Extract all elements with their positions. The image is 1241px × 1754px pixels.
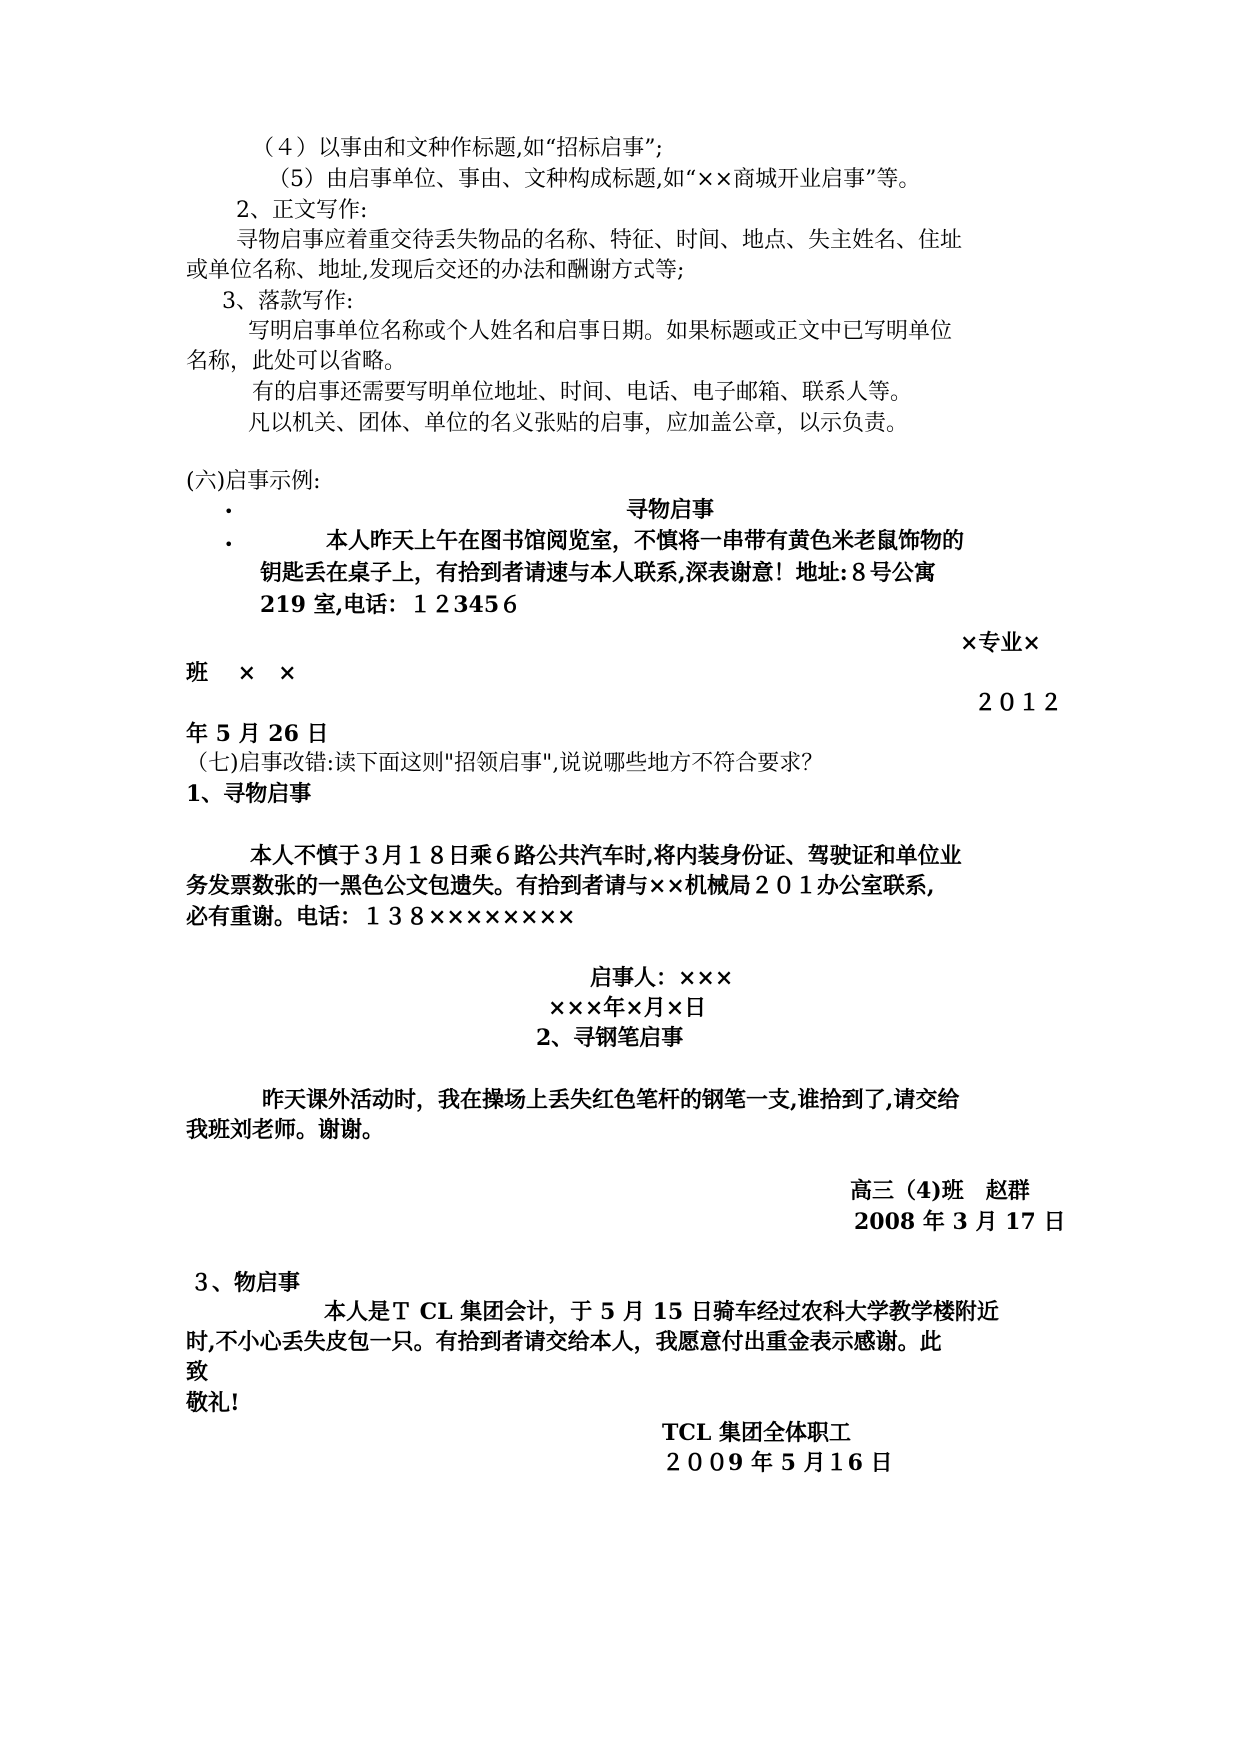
body-writing-text: 寻物启事应着重交待丢失物品的名称、特征、时间、地点、失主姓名、住址 xyxy=(236,228,963,253)
exercise-3-title: ３、物启事 xyxy=(190,1270,301,1296)
exercise-1-body: 本人不慎于３月１８日乘６路公共汽车时,将内装身份证、驾驶证和单位业 xyxy=(250,843,962,869)
exercise-3-body: 致 xyxy=(186,1359,209,1385)
example-body-line: 219 室,电话：１２345６ xyxy=(260,592,522,618)
example-heading: (六)启事示例: xyxy=(186,469,321,494)
exercise-1-title: 1、寻物启事 xyxy=(186,781,312,807)
exercise-1-body: 必有重谢。电话：１３８×××××××× xyxy=(186,904,576,930)
bullet: • xyxy=(224,535,234,554)
example-body-line: 钥匙丢在桌子上，有拾到者请速与本人联系,深表谢意！地址:８号公寓 xyxy=(260,560,936,586)
exercise-3-body: 本人是Ｔ CL 集团会计，于 5 月 15 日骑车经过农科大学教学楼附近 xyxy=(324,1299,999,1325)
exercise-2-title: 2、寻钢笔启事 xyxy=(536,1025,684,1051)
exercise-3-signature: TCL 集团全体职工 xyxy=(662,1420,852,1446)
body-writing-text-cont: 或单位名称、地址,发现后交还的办法和酬谢方式等; xyxy=(186,258,685,283)
title-rule-4: （４）以事由和文种作标题,如“招标启事”; xyxy=(252,136,663,161)
official-seal-text: 凡以机关、团体、单位的名义张贴的启事，应加盖公章，以示负责。 xyxy=(248,411,909,436)
correction-heading: （七)启事改错:读下面这则"招领启事",说说哪些地方不符合要求？ xyxy=(186,751,824,776)
example-date-cont: 年 5 月 26 日 xyxy=(186,721,329,747)
exercise-3-date: ２００9 年 5 月１6 日 xyxy=(662,1450,893,1476)
example-title: 寻物启事 xyxy=(626,497,715,523)
exercise-2-signature: 高三（4)班 赵群 xyxy=(850,1178,1030,1204)
exercise-2-body: 我班刘老师。谢谢。 xyxy=(186,1117,385,1143)
signature-writing-text: 写明启事单位名称或个人姓名和启事日期。如果标题或正文中已写明单位 xyxy=(248,319,953,344)
example-body-line: 本人昨天上午在图书馆阅览室，不慎将一串带有黄色米老鼠饰物的 xyxy=(326,528,965,554)
example-date: ２０１２ xyxy=(974,690,1063,716)
example-signature-cont: 班 × × xyxy=(186,660,297,686)
example-signature: ×专业× xyxy=(960,630,1041,656)
signature-writing-text-cont: 名称，此处可以省略。 xyxy=(186,349,407,374)
bullet: • xyxy=(224,502,234,521)
signature-writing-heading: 3、落款写作: xyxy=(222,289,354,314)
exercise-1-signature: 启事人：××× xyxy=(590,965,734,991)
exercise-3-closing: 敬礼! xyxy=(186,1390,240,1416)
exercise-2-date: 2008 年 3 月 17 日 xyxy=(854,1209,1066,1235)
exercise-1-body: 务发票数张的一黑色公文包遗失。有拾到者请与××机械局２０１办公室联系, xyxy=(186,873,935,899)
exercise-1-date: ×××年×月×日 xyxy=(548,995,707,1021)
title-rule-5: （5）由启事单位、事由、文种构成标题,如“××商城开业启事”等。 xyxy=(268,167,921,192)
exercise-2-body: 昨天课外活动时，我在操场上丢失红色笔杆的钢笔一支,谁拾到了,请交给 xyxy=(262,1087,960,1113)
body-writing-heading: 2、正文写作: xyxy=(236,198,368,223)
extra-info-text: 有的启事还需要写明单位地址、时间、电话、电子邮箱、联系人等。 xyxy=(252,380,913,405)
exercise-3-body: 时,不小心丢失皮包一只。有拾到者请交给本人，我愿意付出重金表示感谢。此 xyxy=(186,1329,942,1355)
